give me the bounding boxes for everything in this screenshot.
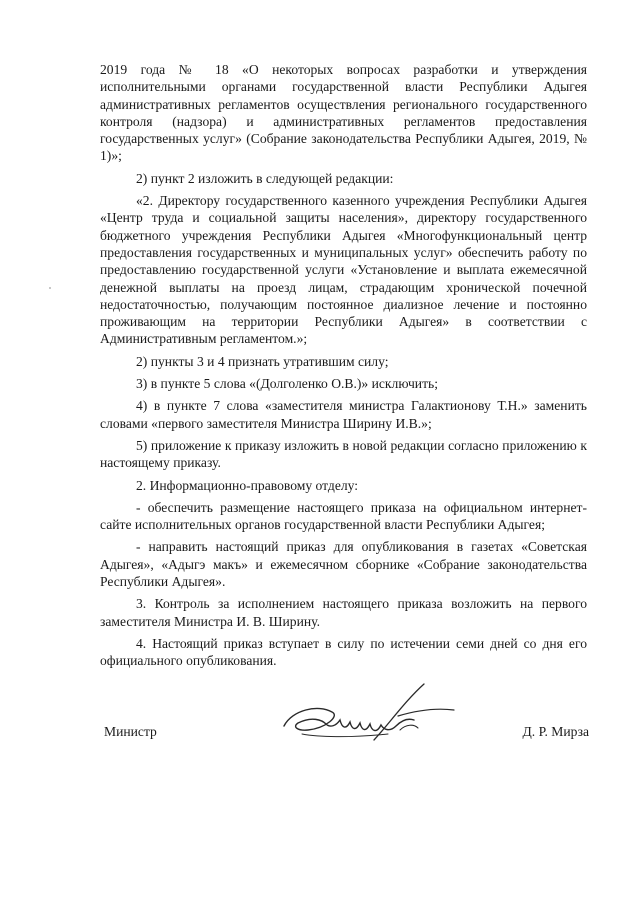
handwritten-signature bbox=[278, 680, 458, 750]
paragraph-item-2: 2) пункт 2 изложить в следующей редакции: bbox=[136, 170, 394, 186]
signatory-name: Д. Р. Мирза bbox=[522, 724, 589, 739]
paragraph-items-3-4: 2) пункты 3 и 4 признать утратившим силу; bbox=[136, 353, 389, 369]
scan-speck bbox=[49, 287, 51, 289]
document-body bbox=[100, 61, 587, 670]
paragraph-item-7: 4) в пункте 7 слова «заместителя министра Галактионову Т.Н.» заменить словами «первого заместителя Министра Ширину И.В.»; bbox=[100, 398, 587, 431]
paragraph-control: 3. Контроль за исполнением настоящего приказа возложить на первого заместителя Министра И. В. Ширину. bbox=[100, 596, 587, 629]
paragraph-item-5: 3) в пункте 5 слова «(Долголенко О.В.)» исключить; bbox=[136, 376, 438, 392]
signatory-title: Министр bbox=[104, 724, 157, 739]
paragraph-new-wording: «2. Директору государственного казенного учреждения Республики Адыгея «Центр труда и социальной защиты населения», директору государственного бюджетного учреждения Республики Адыгея «Многофункциональный центр предоставления государственных и муниципальных услуг» обеспечить работу по предоставлению государственной услуги «Установление и выплата ежемесячной денежной выплаты на проезд лицам, страдающим хронической почечной недостаточностью, получающим постоянное диализное лечение и постоянно проживающим на территории Республики Адыгея» в соответствии с Административным регламентом.»; bbox=[100, 193, 587, 347]
paragraph-effective-date: 4. Настоящий приказ вступает в силу по истечении семи дней со дня его официального опубликования. bbox=[100, 635, 587, 669]
paragraph-publish-newspapers: - направить настоящий приказ для опубликования в газетах «Советская Адыгея», «Адыгэ макъ» и ежемесячном сборнике «Собрание законодательства Республики Адыгея». bbox=[100, 539, 587, 590]
paragraph-appendix: 5) приложение к приказу изложить в новой редакции согласно приложению к настоящему приказу. bbox=[100, 437, 587, 471]
paragraph-legal-department: 2. Информационно-правовому отделу: bbox=[136, 477, 359, 493]
paragraph-publish-website: - обеспечить размещение настоящего приказа на официальном интернет-сайте исполнительных органов государственной власти Республики Адыгея; bbox=[100, 499, 587, 533]
paragraph-reference: 2019 года № 18 «О некоторых вопросах разработки и утверждения исполнительными органами государственной власти Республики Адыгея административных регламентов осуществления регионального государственного контроля (надзора) и административных регламентов предоставления государственных услуг» (Собрание законодательства Республики Адыгея, 2019, № 1)»; bbox=[100, 62, 587, 164]
